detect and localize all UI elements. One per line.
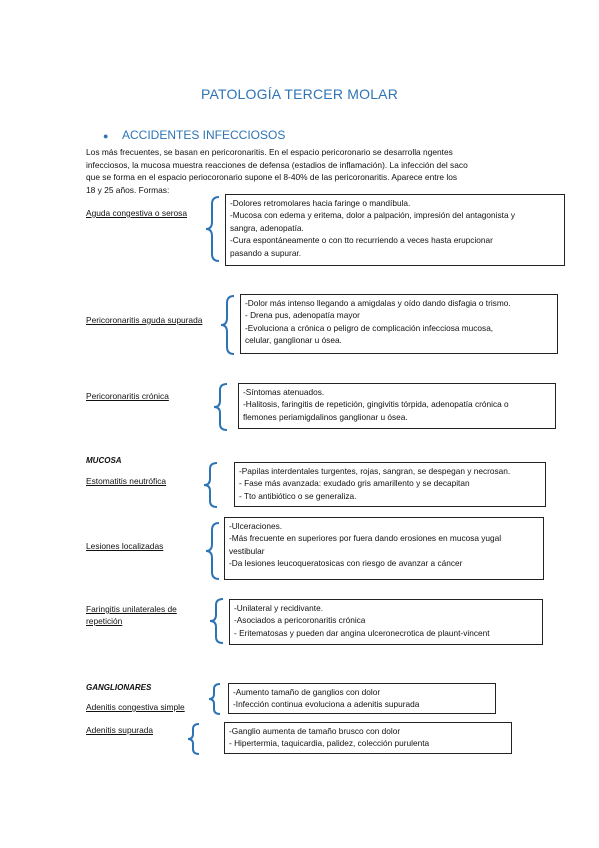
form-label: Aguda congestiva o serosa	[86, 208, 188, 218]
box-line: -Da lesiones leucoqueratosicas con riesgo de avanzar a cáncer	[229, 558, 463, 569]
box-line: -Ulceraciones.	[229, 521, 283, 531]
description-box	[224, 722, 512, 754]
bullet-icon: ●	[103, 131, 109, 141]
box-line: -Mucosa con edema y eritema, dolor a palpación, impresión del antagonista y	[230, 210, 516, 221]
box-line: - Fase más avanzada: exudado gris amarillento y se decapitan	[239, 478, 470, 489]
box-line: pasando a supurar.	[230, 247, 302, 258]
left-brace-icon	[213, 383, 229, 431]
box-line: -Más frecuente en superiores por fuera dando erosiones en mucosa yugal	[229, 533, 502, 544]
form-label: Lesiones localizadas	[86, 541, 164, 551]
intro-line: 18 y 25 años. Formas:	[86, 184, 170, 195]
form-label: Pericoronaritis aguda supurada	[86, 315, 203, 325]
form-label: Estomatitis neutrófica	[86, 476, 167, 486]
intro-paragraph	[86, 146, 516, 196]
description-box	[228, 683, 496, 714]
section-label: GANGLIONARES	[86, 683, 152, 692]
box-line: vestibular	[229, 545, 265, 556]
box-line: -Unilateral y recidivante.	[234, 603, 323, 613]
box-line: sangra, adenopatía.	[230, 222, 304, 233]
box-line: -Evoluciona a crónica o peligro de complicación infecciosa mucosa,	[245, 322, 494, 333]
left-brace-icon	[203, 462, 219, 508]
box-line: -Dolores retromolares hacia faringe o mandíbula.	[230, 198, 411, 208]
box-line: -Infección continua evoluciona a adenitis supurada	[233, 699, 420, 710]
box-line: -Papilas interdentales turgentes, rojas, sangran, se despegan y necrosan.	[239, 466, 511, 476]
form-label: repetición	[86, 616, 123, 626]
box-line: - Drena pus, adenopatía mayor	[245, 310, 360, 321]
box-line: -Dolor más intenso llegando a amigdalas y oído dando disfagia o trismo.	[245, 298, 511, 308]
box-line: - Tto antibiótico o se generaliza.	[239, 490, 357, 501]
intro-line: Los más frecuentes, se basan en pericoronaritis. En el espacio pericoronario se desarrolla ngentes	[86, 147, 453, 157]
description-box	[229, 599, 543, 645]
description-box	[224, 517, 544, 580]
description-box	[225, 194, 565, 266]
form-label: Adenitis congestiva simple	[86, 702, 185, 712]
form-label: Adenitis supurada	[86, 725, 154, 735]
intro-line: infecciosos, la mucosa muestra reacciones de defensa (estadios de inflamación). La infección del saco	[86, 159, 468, 170]
description-box	[238, 383, 556, 429]
description-box	[234, 462, 546, 507]
form-label: Pericoronaritis crónica	[86, 391, 169, 401]
left-brace-icon	[205, 522, 221, 580]
box-line: -Halitosis, faringitis de repetición, gingivitis tórpida, adenopatía crónica o	[243, 399, 509, 410]
left-brace-icon	[220, 295, 236, 355]
box-line: -Cura espontáneamente o con tto recurriendo a veces hasta erupcionar	[230, 235, 493, 246]
left-brace-icon	[208, 683, 222, 715]
left-brace-icon	[187, 723, 201, 755]
box-line: celular, ganglionar u ósea.	[245, 335, 342, 346]
left-brace-icon	[205, 196, 221, 262]
box-line: -Ganglio aumenta de tamaño brusco con dolor	[229, 726, 401, 736]
intro-line: que se forma en el espacio periocoronario supone el 8-40% de las pericoronaritis. Aparece entre los	[86, 172, 458, 183]
section-heading: ACCIDENTES INFECCIOSOS	[122, 128, 286, 142]
box-line: -Síntomas atenuados.	[243, 387, 325, 397]
box-line: - Hipertermia, taquicardia, palidez, colección purulenta	[229, 738, 430, 749]
form-label: Faringitis unilaterales de	[86, 604, 177, 614]
box-line: -Aumento tamaño de ganglios con dolor	[233, 687, 381, 697]
description-box	[240, 294, 558, 354]
left-brace-icon	[209, 598, 225, 644]
box-line: - Eritematosas y pueden dar angina ulceronecrotica de plaunt-vincent	[234, 627, 490, 638]
section-label: MUCOSA	[86, 456, 122, 465]
box-line: flemones periamigdalinos ganglionar u ósea.	[243, 411, 408, 422]
box-line: -Asociados a pericoronaritis crónica	[234, 615, 366, 626]
page-title: PATOLOGÍA TERCER MOLAR	[200, 86, 399, 102]
